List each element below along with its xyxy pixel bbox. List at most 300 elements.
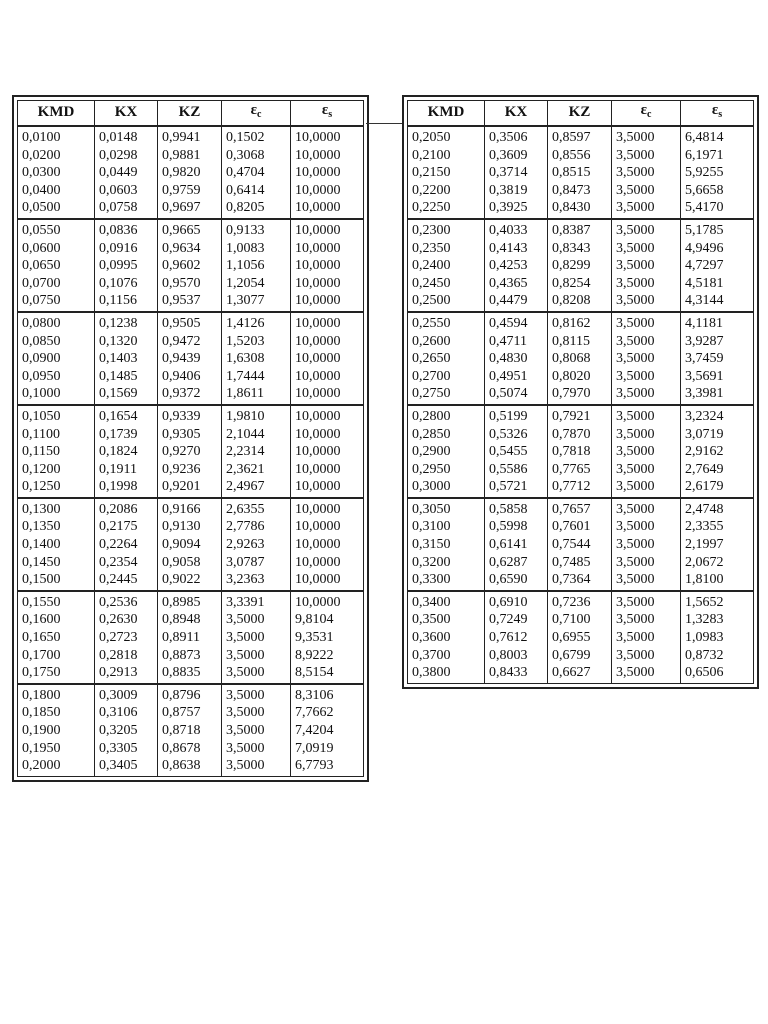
table-cell: 0,2445 [95,571,158,591]
table-cell: 10,0000 [291,571,364,591]
table-row [18,312,364,333]
table-row [408,182,754,200]
table-cell: 0,2450 [408,275,485,293]
table-row [408,554,754,572]
table-cell: 3,5000 [222,611,291,629]
table-row [18,219,364,240]
table-cell: 0,3700 [408,647,485,665]
table-cell: 3,2324 [681,405,754,426]
table-cell: 0,8985 [158,591,222,612]
table-cell: 2,7649 [681,461,754,479]
table-cell: 3,5000 [222,647,291,665]
table-cell: 7,7662 [291,704,364,722]
table-cell: 0,2264 [95,536,158,554]
table-cell: 2,4748 [681,498,754,519]
table-cell: 0,0750 [18,292,95,312]
table-row [408,647,754,665]
table-cell: 0,6799 [548,647,612,665]
table-cell: 1,4126 [222,312,291,333]
table-cell: 0,1911 [95,461,158,479]
row-group [408,126,754,219]
table-cell: 0,1076 [95,275,158,293]
table-cell: 0,9406 [158,368,222,386]
table-cell: 0,3009 [95,684,158,705]
table-cell: 0,6414 [222,182,291,200]
table-cell: 4,3144 [681,292,754,312]
table-row [408,368,754,386]
table-cell: 0,1450 [18,554,95,572]
row-group [408,405,754,498]
table-cell: 0,3050 [408,498,485,519]
table-row [408,126,754,147]
table-cell: 0,0758 [95,199,158,219]
table-cell: 3,5000 [612,333,681,351]
table-cell: 3,2363 [222,571,291,591]
table-cell: 1,3077 [222,292,291,312]
table-cell: 4,9496 [681,240,754,258]
table-row [408,461,754,479]
table-cell: 0,0500 [18,199,95,219]
table-cell: 10,0000 [291,350,364,368]
table-cell: 0,2350 [408,240,485,258]
row-group [18,498,364,591]
table-cell: 3,5000 [612,292,681,312]
table-row [408,498,754,519]
table-row [18,333,364,351]
table-row [18,664,364,684]
table-cell: 0,0603 [95,182,158,200]
table-cell: 3,5000 [612,461,681,479]
table-row [18,591,364,612]
table-cell: 1,1056 [222,257,291,275]
table-cell: 2,3621 [222,461,291,479]
table-row [408,478,754,498]
table-cell: 0,8911 [158,629,222,647]
table-cell: 0,9130 [158,518,222,536]
table-cell: 10,0000 [291,498,364,519]
table-cell: 0,9058 [158,554,222,572]
table-cell: 0,8254 [548,275,612,293]
table-cell: 0,2850 [408,426,485,444]
table-cell: 2,6179 [681,478,754,498]
table-cell: 0,6141 [485,536,548,554]
table-cell: 0,0298 [95,147,158,165]
table-cell: 0,8208 [548,292,612,312]
table-cell: 3,3391 [222,591,291,612]
table-cell: 0,0836 [95,219,158,240]
row-group [408,591,754,683]
table-cell: 0,3800 [408,664,485,683]
table-cell: 1,8100 [681,571,754,591]
table-cell: 4,5181 [681,275,754,293]
table-cell: 0,8430 [548,199,612,219]
table-cell: 0,0100 [18,126,95,147]
table-cell: 0,2950 [408,461,485,479]
table-cell: 0,8948 [158,611,222,629]
table-cell: 0,3600 [408,629,485,647]
table-cell: 0,2050 [408,126,485,147]
table-cell: 0,3405 [95,757,158,776]
table-cell: 0,1998 [95,478,158,498]
table-cell: 0,8343 [548,240,612,258]
table-row [18,126,364,147]
table-cell: 1,9810 [222,405,291,426]
table-cell: 3,5000 [612,368,681,386]
table-cell: 0,0550 [18,219,95,240]
table-row [18,722,364,740]
table-cell: 10,0000 [291,554,364,572]
table-cell: 0,1739 [95,426,158,444]
table-cell: 0,1600 [18,611,95,629]
table-cell: 0,7601 [548,518,612,536]
table-cell: 0,1824 [95,443,158,461]
table-cell: 3,0787 [222,554,291,572]
table-cell: 2,9162 [681,443,754,461]
table-row [408,536,754,554]
table-cell: 3,5000 [612,164,681,182]
table-cell: 0,1654 [95,405,158,426]
table-cell: 0,6506 [681,664,754,683]
table-cell: 10,0000 [291,405,364,426]
table-cell: 0,7485 [548,554,612,572]
table-cell: 0,4033 [485,219,548,240]
table-cell: 0,8638 [158,757,222,776]
table-cell: 1,0983 [681,629,754,647]
table-row [408,312,754,333]
table-cell: 7,0919 [291,740,364,758]
table-cell: 0,1200 [18,461,95,479]
table-cell: 5,1785 [681,219,754,240]
table-row [18,571,364,591]
table-cell: 0,8162 [548,312,612,333]
table-cell: 0,8796 [158,684,222,705]
table-cell: 10,0000 [291,292,364,312]
table-cell: 0,2750 [408,385,485,405]
table-row [408,426,754,444]
table-cell: 0,2600 [408,333,485,351]
table-cell: 0,1100 [18,426,95,444]
table-cell: 0,8556 [548,147,612,165]
table-cell: 0,8757 [158,704,222,722]
table-cell: 10,0000 [291,333,364,351]
table-cell: 4,1181 [681,312,754,333]
table-cell: 1,5203 [222,333,291,351]
row-group [408,219,754,312]
table-cell: 6,4814 [681,126,754,147]
table-row [18,368,364,386]
table-row [408,591,754,612]
table-cell: 8,9222 [291,647,364,665]
header-kz: KZ [548,101,612,127]
table-cell: 0,8205 [222,199,291,219]
table-row [18,257,364,275]
table-cell: 0,0995 [95,257,158,275]
table-cell: 0,2500 [408,292,485,312]
table-cell: 0,5455 [485,443,548,461]
table-row [408,333,754,351]
table-cell: 3,5000 [612,498,681,519]
table-cell: 0,3500 [408,611,485,629]
table-row [18,426,364,444]
table-cell: 0,7249 [485,611,548,629]
table-cell: 0,2175 [95,518,158,536]
table-cell: 0,2400 [408,257,485,275]
table-row [408,350,754,368]
table-cell: 0,8678 [158,740,222,758]
table-cell: 0,3300 [408,571,485,591]
connector-line [366,123,402,124]
table-cell: 1,0083 [222,240,291,258]
table-cell: 0,6287 [485,554,548,572]
table-cell: 0,7236 [548,591,612,612]
table-cell: 0,2354 [95,554,158,572]
table-cell: 0,0600 [18,240,95,258]
table-cell: 3,5000 [222,629,291,647]
table-cell: 0,0650 [18,257,95,275]
table-cell: 0,9537 [158,292,222,312]
table-cell: 0,1700 [18,647,95,665]
table-cell: 0,7765 [548,461,612,479]
table-cell: 4,7297 [681,257,754,275]
table-row [18,275,364,293]
table-cell: 0,2200 [408,182,485,200]
table-cell: 0,3205 [95,722,158,740]
row-group [18,405,364,498]
table-cell: 0,0850 [18,333,95,351]
table-cell: 0,0200 [18,147,95,165]
table-cell: 0,8718 [158,722,222,740]
table-cell: 3,5000 [612,647,681,665]
table-cell: 0,1750 [18,664,95,684]
table-cell: 10,0000 [291,164,364,182]
row-group [18,126,364,219]
table-cell: 3,5000 [612,405,681,426]
table-row [18,350,364,368]
table-row [18,757,364,776]
table-cell: 0,6955 [548,629,612,647]
table-cell: 10,0000 [291,443,364,461]
table-cell: 0,7970 [548,385,612,405]
table-row [18,647,364,665]
right-header-row [408,101,754,127]
table-cell: 0,1403 [95,350,158,368]
header-eps-c: $\varepsilon_c$ [612,101,681,127]
table-cell: 10,0000 [291,199,364,219]
table-row [18,684,364,705]
table-row [18,199,364,219]
table-cell: 0,0950 [18,368,95,386]
table-cell: 0,9305 [158,426,222,444]
right-table-frame [402,95,759,689]
table-cell: 0,1550 [18,591,95,612]
header-eps-s: $\varepsilon_s$ [681,101,754,127]
table-cell: 0,4711 [485,333,548,351]
table-cell: 3,5000 [612,536,681,554]
table-cell: 0,4479 [485,292,548,312]
table-cell: 0,7921 [548,405,612,426]
row-group [18,312,364,405]
table-cell: 0,9570 [158,275,222,293]
table-cell: 10,0000 [291,461,364,479]
table-cell: 0,9759 [158,182,222,200]
table-row [408,164,754,182]
table-cell: 10,0000 [291,478,364,498]
table-cell: 0,5586 [485,461,548,479]
table-cell: 0,9941 [158,126,222,147]
table-cell: 10,0000 [291,219,364,240]
table-row [18,629,364,647]
table-cell: 0,1320 [95,333,158,351]
table-cell: 0,7870 [548,426,612,444]
header-eps-s: $\varepsilon_s$ [291,101,364,127]
table-cell: 0,1850 [18,704,95,722]
table-cell: 0,1150 [18,443,95,461]
table-cell: 0,2550 [408,312,485,333]
table-cell: 0,8003 [485,647,548,665]
table-cell: 0,9820 [158,164,222,182]
table-cell: 2,4967 [222,478,291,498]
table-row [408,571,754,591]
table-cell: 3,5000 [222,704,291,722]
table-cell: 0,0700 [18,275,95,293]
table-cell: 10,0000 [291,426,364,444]
table-cell: 0,2536 [95,591,158,612]
row-group [408,312,754,405]
table-cell: 10,0000 [291,275,364,293]
table-cell: 0,1156 [95,292,158,312]
table-cell: 0,2000 [18,757,95,776]
table-row [408,518,754,536]
table-cell: 0,4594 [485,312,548,333]
table-row [18,385,364,405]
table-cell: 3,5000 [222,684,291,705]
table-cell: 0,8873 [158,647,222,665]
table-cell: 0,0800 [18,312,95,333]
table-cell: 3,0719 [681,426,754,444]
table-cell: 0,5858 [485,498,548,519]
table-cell: 3,5000 [612,571,681,591]
table-cell: 0,2250 [408,199,485,219]
table-cell: 0,1569 [95,385,158,405]
table-cell: 0,9166 [158,498,222,519]
table-row [18,498,364,519]
table-cell: 2,3355 [681,518,754,536]
table-cell: 0,2900 [408,443,485,461]
table-cell: 3,5000 [612,629,681,647]
table-row [408,240,754,258]
table-cell: 0,3150 [408,536,485,554]
table-cell: 2,1997 [681,536,754,554]
header-eps-c: $\varepsilon_c$ [222,101,291,127]
table-cell: 10,0000 [291,182,364,200]
table-row [18,240,364,258]
row-group [18,219,364,312]
table-cell: 3,5000 [612,257,681,275]
table-cell: 0,9439 [158,350,222,368]
table-cell: 0,8299 [548,257,612,275]
header-kmd: KMD [18,101,95,127]
table-cell: 1,2054 [222,275,291,293]
table-row [408,199,754,219]
table-cell: 0,3609 [485,147,548,165]
table-cell: 0,9634 [158,240,222,258]
table-cell: 3,5000 [222,757,291,776]
table-cell: 0,4830 [485,350,548,368]
table-cell: 8,3106 [291,684,364,705]
header-kz: KZ [158,101,222,127]
table-cell: 0,2150 [408,164,485,182]
table-cell: 0,5326 [485,426,548,444]
table-cell: 6,1971 [681,147,754,165]
table-cell: 0,0148 [95,126,158,147]
table-cell: 0,1350 [18,518,95,536]
table-row [408,664,754,683]
table-cell: 0,3305 [95,740,158,758]
table-cell: 0,3068 [222,147,291,165]
table-cell: 5,9255 [681,164,754,182]
table-cell: 3,5000 [612,478,681,498]
table-cell: 0,0900 [18,350,95,368]
table-cell: 0,4951 [485,368,548,386]
table-cell: 3,5000 [222,740,291,758]
row-group [408,498,754,591]
table-cell: 0,9133 [222,219,291,240]
table-cell: 2,9263 [222,536,291,554]
table-cell: 0,7818 [548,443,612,461]
table-cell: 0,4704 [222,164,291,182]
table-cell: 0,8732 [681,647,754,665]
table-cell: 0,7612 [485,629,548,647]
table-row [408,405,754,426]
table-cell: 0,6910 [485,591,548,612]
table-row [18,611,364,629]
table-cell: 3,5000 [612,126,681,147]
table-cell: 0,1950 [18,740,95,758]
table-cell: 0,1500 [18,571,95,591]
table-row [408,292,754,312]
table-cell: 3,5000 [612,182,681,200]
table-cell: 3,5000 [612,426,681,444]
table-cell: 0,1050 [18,405,95,426]
table-cell: 1,8611 [222,385,291,405]
table-cell: 0,1502 [222,126,291,147]
table-cell: 0,3506 [485,126,548,147]
table-cell: 0,5199 [485,405,548,426]
table-row [18,704,364,722]
table-cell: 0,3106 [95,704,158,722]
table-cell: 0,9270 [158,443,222,461]
table-cell: 0,1485 [95,368,158,386]
table-row [18,164,364,182]
table-cell: 0,1800 [18,684,95,705]
table-cell: 0,9472 [158,333,222,351]
table-row [18,554,364,572]
table-cell: 3,7459 [681,350,754,368]
table-cell: 3,5000 [612,147,681,165]
table-cell: 2,2314 [222,443,291,461]
table-cell: 3,5000 [612,199,681,219]
table-cell: 0,0449 [95,164,158,182]
table-cell: 1,7444 [222,368,291,386]
table-cell: 1,3283 [681,611,754,629]
table-cell: 3,5000 [612,385,681,405]
table-cell: 10,0000 [291,147,364,165]
right-table [407,100,754,684]
table-cell: 9,3531 [291,629,364,647]
table-cell: 3,3981 [681,385,754,405]
table-cell: 6,7793 [291,757,364,776]
table-cell: 3,5000 [612,219,681,240]
